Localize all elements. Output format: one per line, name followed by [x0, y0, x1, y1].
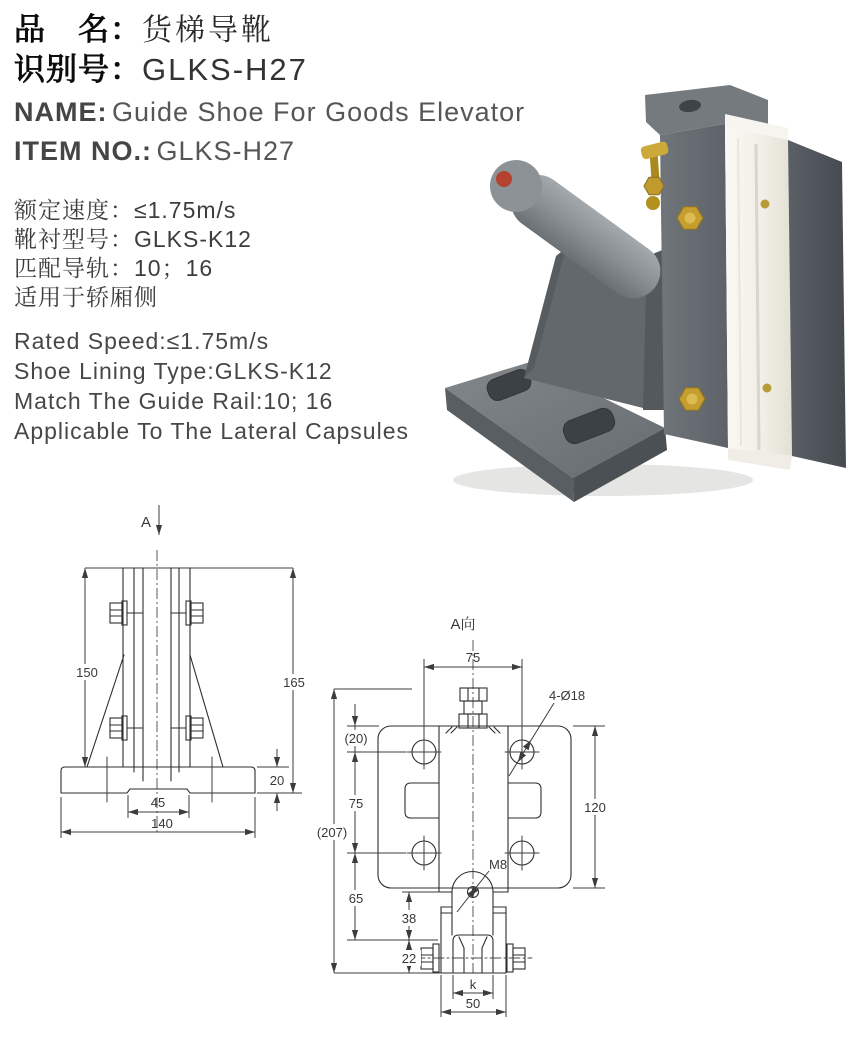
- dim-20-paren: (20): [344, 731, 368, 746]
- spec-en-rated-speed: Rated Speed:≤1.75m/s: [14, 328, 270, 354]
- spec-cn-applicable: 适用于轿厢侧: [14, 284, 158, 310]
- dim-50: 50: [465, 996, 481, 1011]
- note-holes: 4-Ø18: [549, 688, 586, 703]
- dim-165: 165: [283, 675, 305, 690]
- product-name-cn-row: [14, 4, 274, 49]
- product-photo: [438, 78, 858, 506]
- front-view-drawing: [36, 496, 324, 848]
- section-label-a: A: [140, 514, 152, 531]
- item-en-label: ITEM NO.:: [14, 136, 152, 166]
- dim-150: 150: [76, 665, 98, 680]
- name-en-label: NAME:: [14, 97, 108, 127]
- dim-207: (207): [316, 825, 348, 840]
- dim-75-left: 75: [348, 796, 364, 811]
- item-en-value: GLKS-H27: [156, 136, 296, 166]
- name-en-value: Guide Shoe For Goods Elevator: [111, 97, 526, 127]
- dim-45: 45: [150, 795, 166, 810]
- note-thread: M8: [489, 857, 508, 872]
- red-mark: [496, 171, 512, 187]
- spec-en-guide-rail: Match The Guide Rail:10; 16: [14, 388, 334, 414]
- dim-65: 65: [348, 891, 364, 906]
- dim-20: 20: [269, 773, 285, 788]
- spec-cn-rated-speed: 额定速度：≤1.75m/s: [14, 197, 237, 223]
- spec-en-applicable: Applicable To The Lateral Capsules: [14, 418, 409, 444]
- photo-outer-plate: [788, 140, 846, 468]
- spec-en-lining-type: Shoe Lining Type:GLKS-K12: [14, 358, 333, 384]
- dim-k: k: [469, 977, 477, 992]
- photo-lining-channel: [725, 114, 792, 470]
- id-cn-label: 识别号：: [14, 52, 142, 87]
- dim-22: 22: [401, 951, 417, 966]
- front-view-dimensions: [61, 568, 309, 838]
- shoe-body-outline: [61, 568, 255, 802]
- dim-75-top: 75: [465, 650, 481, 665]
- product-name-cn-value: 货梯导靴: [142, 14, 274, 47]
- view-a-label: A向: [450, 616, 476, 633]
- dim-140: 140: [151, 816, 173, 831]
- id-cn-row: [14, 44, 308, 89]
- dim-120: 120: [584, 800, 606, 815]
- id-cn-value: GLKS-H27: [142, 52, 308, 87]
- spring-dome: [439, 871, 508, 935]
- view-a-dimensions: [311, 650, 610, 1017]
- dim-38: 38: [401, 911, 417, 926]
- product-name-cn-label: 品 名：: [14, 12, 142, 47]
- view-a-drawing: [308, 608, 648, 1032]
- spec-cn-guide-rail: 匹配导轨：10；16: [14, 255, 214, 281]
- item-en-row: [14, 136, 295, 167]
- shoe-side-bolts: [110, 601, 203, 740]
- lining-pin-bottom: [763, 384, 772, 393]
- mounting-plate-outline: [378, 726, 571, 892]
- spec-cn-lining-type: 靴衬型号：GLKS-K12: [14, 226, 252, 252]
- lining-pin-top: [761, 200, 770, 209]
